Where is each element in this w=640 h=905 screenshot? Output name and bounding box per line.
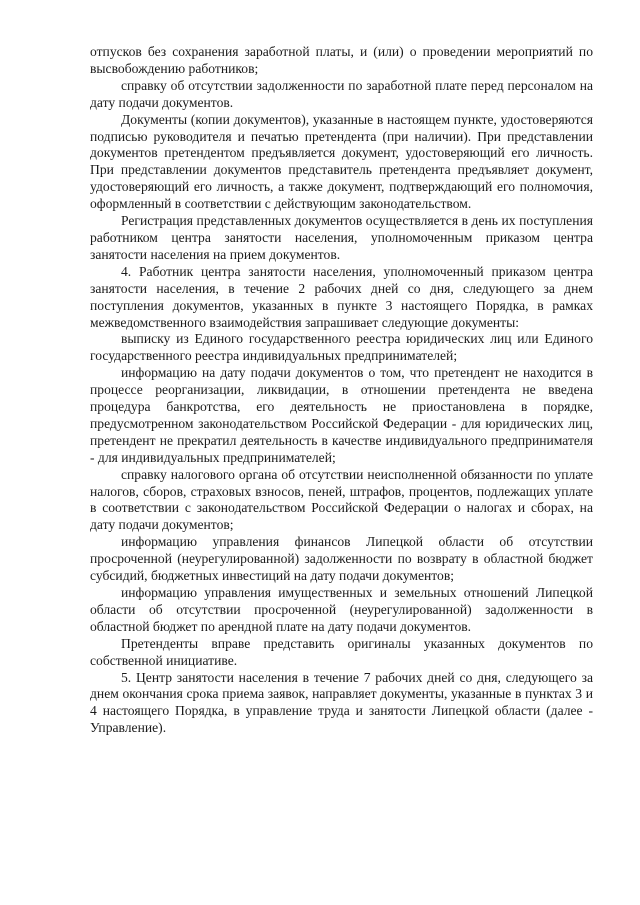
paragraph-finance-info: информацию управления финансов Липецкой области об отсутствии просроченной (неурегулированной) задолженности по возврату в областной бюджет субсидий, бюджетных инвестиций на дату подачи документов; xyxy=(90,534,593,584)
paragraph-document-certification: Документы (копии документов), указанные в настоящем пункте, удостоверяются подписью руководителя и печатью претендента (при наличии). При представлении документов претендентом предъявляется документ, удостоверяющий его личность. При представлении документов представитель претендента предъявляет документ, удостоверяющий его личность, а также документ, подтверждающий его полномочия, оформленный в соответствии с действующим законодательством. xyxy=(90,111,593,212)
paragraph-item-5: 5. Центр занятости населения в течение 7 рабочих дней со дня, следующего за днем окончания срока приема заявок, направляет документы, указанные в пунктах 3 и 4 настоящего Порядка, в управление труда и занятости Липецкой области (далее - Управление). xyxy=(90,669,593,736)
paragraph-reorganization-info: информацию на дату подачи документов о том, что претендент не находится в процессе реорганизации, ликвидации, в отношении претендента не введена процедура банкротства, его деятельность не приостановлена в порядке, предусмотренном законодательством Российской Федерации - для юридических лиц, претендент не прекратил деятельность в качестве индивидуального предпринимателя - для индивидуальных предпринимателей; xyxy=(90,365,593,465)
paragraph-property-info: информацию управления имущественных и земельных отношений Липецкой области об отсутствии просроченной (неурегулированной) задолженности в областной бюджет по арендной плате на дату подачи документов. xyxy=(90,585,593,634)
paragraph-registry-extract: выписку из Единого государственного реестра юридических лиц или Единого государственного реестра индивидуальных предпринимателей; xyxy=(90,331,593,364)
paragraph-originals: Претенденты вправе представить оригиналы указанных документов по собственной инициативе. xyxy=(90,635,593,668)
paragraph-registration: Регистрация представленных документов осуществляется в день их поступления работником центра занятости населения, уполномоченным приказом центра занятости населения на прием документов. xyxy=(90,213,593,262)
paragraph-item-4: 4. Работник центра занятости населения, уполномоченный приказом центра занятости населения, в течение 2 рабочих дней со дня, следующего за днем поступления документов, указанных в пункте 3 настоящего Порядка, в рамках межведомственного взаимодействия запрашивает следующие документы: xyxy=(90,263,593,330)
paragraph-tax-certificate: справку налогового органа об отсутствии неисполненной обязанности по уплате налогов, сборов, страховых взносов, пеней, штрафов, процентов, подлежащих уплате в соответствии с законодательством Российской Федерации о налогах и сборах, на дату подачи документов; xyxy=(90,466,593,533)
paragraph-salary-certificate: справку об отсутствии задолженности по заработной плате перед персоналом на дату подачи документов. xyxy=(90,77,593,110)
paragraph-leave-continuation: отпусков без сохранения заработной платы, и (или) о проведении мероприятий по высвобождению работников; xyxy=(90,44,593,76)
